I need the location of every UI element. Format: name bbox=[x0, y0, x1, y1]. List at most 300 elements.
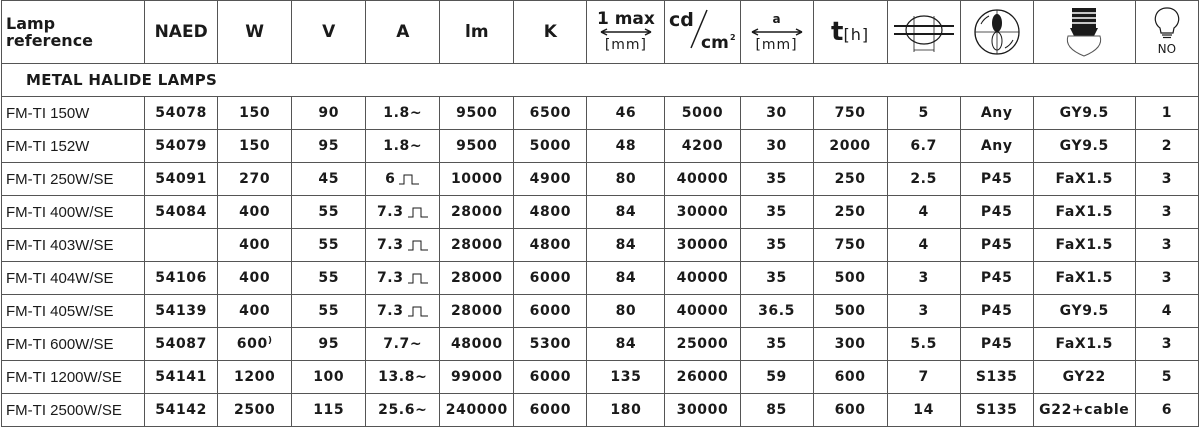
cell-no bbox=[1135, 229, 1198, 262]
cell-no-value: 5 bbox=[1161, 369, 1173, 385]
cell-v bbox=[292, 130, 366, 163]
header-watt: W bbox=[218, 1, 292, 64]
cell-l bbox=[587, 163, 665, 196]
lamp-dimension-icon bbox=[892, 6, 956, 58]
cell-cd-value: 30000 bbox=[676, 237, 729, 253]
cell-a bbox=[366, 163, 440, 196]
cell-v-value: 95 bbox=[318, 138, 340, 154]
cell-pos-value: P45 bbox=[980, 237, 1013, 253]
cell-cd-value: 5000 bbox=[681, 105, 724, 121]
table-row bbox=[2, 97, 1199, 130]
cell-naed bbox=[145, 97, 218, 130]
cell-cd-value: 40000 bbox=[676, 270, 729, 286]
light-bulb-icon bbox=[1152, 6, 1182, 40]
cell-lm-value: 28000 bbox=[450, 303, 503, 319]
cell-naed bbox=[145, 394, 218, 427]
cell-av-value: 35 bbox=[766, 171, 787, 187]
cell-base bbox=[1033, 97, 1135, 130]
pulse-start-icon bbox=[407, 271, 429, 285]
cell-ref bbox=[2, 163, 145, 196]
cell-pos bbox=[960, 328, 1033, 361]
cell-ref bbox=[2, 361, 145, 394]
cell-pos-value: Any bbox=[980, 138, 1013, 154]
cell-pos-value: P45 bbox=[980, 270, 1013, 286]
cell-base-value: FaX1.5 bbox=[1055, 237, 1113, 253]
cell-cd bbox=[665, 229, 740, 262]
luminance-unit-glyph bbox=[667, 4, 737, 56]
cell-av-value: 35 bbox=[766, 237, 787, 253]
cell-v bbox=[292, 394, 366, 427]
cell-dim bbox=[887, 130, 960, 163]
cell-lm-value: 240000 bbox=[445, 402, 508, 418]
cell-k bbox=[514, 295, 587, 328]
cell-a-value: 7.7~ bbox=[383, 336, 423, 352]
cell-pos-value: S135 bbox=[975, 369, 1018, 385]
cell-dim-value: 14 bbox=[913, 402, 934, 418]
cell-dim bbox=[887, 361, 960, 394]
cell-w-value: 400 bbox=[239, 237, 271, 253]
cell-t-value: 2000 bbox=[829, 138, 871, 154]
cell-l-value: 180 bbox=[610, 402, 642, 418]
cell-l-value: 80 bbox=[615, 303, 637, 319]
cell-no bbox=[1135, 328, 1198, 361]
cell-k bbox=[514, 229, 587, 262]
cell-k bbox=[514, 163, 587, 196]
cell-cd bbox=[665, 97, 740, 130]
cell-base bbox=[1033, 130, 1135, 163]
table-body bbox=[2, 97, 1199, 427]
table-row bbox=[2, 361, 1199, 394]
cell-no bbox=[1135, 130, 1198, 163]
cell-w bbox=[218, 262, 292, 295]
cell-av bbox=[740, 295, 813, 328]
header-length-top: 1 max bbox=[596, 9, 655, 29]
cell-dim-value: 7 bbox=[918, 369, 929, 385]
header-volt: V bbox=[292, 1, 366, 64]
cell-l bbox=[587, 361, 665, 394]
cell-k-value: 5300 bbox=[529, 336, 572, 352]
cell-a bbox=[366, 229, 440, 262]
cell-v bbox=[292, 163, 366, 196]
cell-lm bbox=[440, 394, 514, 427]
cell-l-value: 84 bbox=[615, 270, 637, 286]
header-naed: NAED bbox=[145, 1, 218, 64]
cell-no bbox=[1135, 394, 1198, 427]
header-base-icon-cell bbox=[1033, 1, 1135, 64]
cell-cd-value: 40000 bbox=[676, 303, 729, 319]
cell-v-value: 55 bbox=[318, 204, 340, 220]
double-arrow-icon bbox=[600, 28, 652, 36]
cell-no-value: 3 bbox=[1161, 336, 1173, 352]
cell-lm-value: 28000 bbox=[450, 204, 503, 220]
cell-av bbox=[740, 229, 813, 262]
cell-pos-value: S135 bbox=[975, 402, 1018, 418]
cell-naed-value: 54142 bbox=[155, 402, 207, 418]
cell-w-value: 2500 bbox=[233, 402, 276, 418]
cell-k bbox=[514, 196, 587, 229]
cell-base bbox=[1033, 262, 1135, 295]
cell-base-value: FaX1.5 bbox=[1055, 336, 1113, 352]
header-a-dimension bbox=[740, 1, 813, 64]
pulse-start-icon bbox=[398, 172, 420, 186]
cell-lm bbox=[440, 130, 514, 163]
cell-t-value: 750 bbox=[834, 237, 866, 253]
table-row bbox=[2, 130, 1199, 163]
cell-a bbox=[366, 262, 440, 295]
cell-t bbox=[813, 163, 887, 196]
cell-a-value: 1.8~ bbox=[383, 138, 423, 154]
cell-cd bbox=[665, 163, 740, 196]
header-ampere: A bbox=[366, 1, 440, 64]
cell-naed bbox=[145, 262, 218, 295]
cell-l bbox=[587, 97, 665, 130]
cell-ref-value: FM-TI 400W/SE bbox=[6, 203, 114, 221]
cell-k bbox=[514, 394, 587, 427]
cell-dim-value: 5.5 bbox=[910, 336, 937, 352]
cell-t-value: 600 bbox=[834, 369, 866, 385]
table-row bbox=[2, 295, 1199, 328]
cell-v-value: 55 bbox=[318, 237, 340, 253]
cell-v-value: 45 bbox=[318, 171, 340, 187]
cell-base-value: GY9.5 bbox=[1059, 138, 1109, 154]
cell-lm-value: 28000 bbox=[450, 270, 503, 286]
cell-l bbox=[587, 196, 665, 229]
pulse-start-icon bbox=[407, 304, 429, 318]
cell-pos bbox=[960, 295, 1033, 328]
cd-text: cd bbox=[669, 8, 695, 31]
cell-ref-value: FM-TI 250W/SE bbox=[6, 170, 114, 188]
pulse-start-icon bbox=[407, 238, 429, 252]
cell-t bbox=[813, 229, 887, 262]
cell-av bbox=[740, 196, 813, 229]
cell-av bbox=[740, 361, 813, 394]
cell-pos bbox=[960, 394, 1033, 427]
cell-no-value: 3 bbox=[1161, 171, 1173, 187]
cell-v-value: 115 bbox=[313, 402, 345, 418]
cell-w bbox=[218, 97, 292, 130]
cell-w bbox=[218, 328, 292, 361]
cell-t bbox=[813, 328, 887, 361]
cell-l-value: 80 bbox=[615, 171, 637, 187]
cell-a bbox=[366, 394, 440, 427]
cell-dim-value: 4 bbox=[918, 204, 929, 220]
table-row bbox=[2, 196, 1199, 229]
cell-cd bbox=[665, 130, 740, 163]
cell-lm-value: 9500 bbox=[456, 105, 498, 121]
cell-no bbox=[1135, 295, 1198, 328]
header-dimension-icon-cell bbox=[887, 1, 960, 64]
cell-w-value: 400 bbox=[239, 204, 271, 220]
header-burning-position-cell bbox=[960, 1, 1033, 64]
cell-cd-value: 40000 bbox=[676, 171, 729, 187]
cell-a bbox=[366, 97, 440, 130]
cell-k-value: 4800 bbox=[529, 204, 572, 220]
cell-av-value: 85 bbox=[766, 402, 787, 418]
cell-base bbox=[1033, 229, 1135, 262]
lamp-base-icon bbox=[1058, 4, 1110, 60]
cell-av-value: 59 bbox=[766, 369, 787, 385]
cell-base bbox=[1033, 361, 1135, 394]
cell-base bbox=[1033, 295, 1135, 328]
cell-w-value: 150 bbox=[239, 138, 271, 154]
cell-w bbox=[218, 295, 292, 328]
cell-v bbox=[292, 361, 366, 394]
cell-dim bbox=[887, 394, 960, 427]
cell-dim-value: 5 bbox=[918, 105, 929, 121]
cell-no bbox=[1135, 163, 1198, 196]
cell-base-value: G22+cable bbox=[1039, 402, 1130, 418]
cell-w bbox=[218, 163, 292, 196]
cell-v bbox=[292, 229, 366, 262]
pulse-start-icon bbox=[407, 205, 429, 219]
cell-w bbox=[218, 394, 292, 427]
cell-a-value: 25.6~ bbox=[378, 402, 428, 418]
cell-base bbox=[1033, 394, 1135, 427]
cell-cd bbox=[665, 262, 740, 295]
cell-l-value: 84 bbox=[615, 336, 637, 352]
cell-ref-value: FM-TI 1200W/SE bbox=[6, 368, 122, 386]
cell-a-value: 7.3 bbox=[376, 237, 404, 253]
cell-ref bbox=[2, 262, 145, 295]
header-a-unit: [mm] bbox=[755, 37, 798, 53]
cell-k bbox=[514, 97, 587, 130]
cell-t bbox=[813, 394, 887, 427]
cell-w-value: 400 bbox=[239, 270, 271, 286]
cell-v bbox=[292, 196, 366, 229]
cell-lm-value: 9500 bbox=[456, 138, 498, 154]
cell-ref-value: FM-TI 2500W/SE bbox=[6, 401, 122, 419]
cell-ref bbox=[2, 394, 145, 427]
cell-ref-value: FM-TI 405W/SE bbox=[6, 302, 114, 320]
cell-l bbox=[587, 328, 665, 361]
cell-ref-value: FM-TI 403W/SE bbox=[6, 236, 114, 254]
cell-base bbox=[1033, 196, 1135, 229]
cell-w bbox=[218, 361, 292, 394]
cell-t bbox=[813, 97, 887, 130]
cell-v-value: 90 bbox=[318, 105, 340, 121]
cell-no bbox=[1135, 361, 1198, 394]
cell-a-value: 13.8~ bbox=[378, 369, 428, 385]
cell-no-value: 1 bbox=[1161, 105, 1173, 121]
cell-naed-value: 54087 bbox=[155, 336, 207, 352]
cell-w-value: 400 bbox=[239, 303, 271, 319]
cell-dim bbox=[887, 163, 960, 196]
cell-av-value: 35 bbox=[766, 336, 787, 352]
cell-v bbox=[292, 97, 366, 130]
cell-ref bbox=[2, 130, 145, 163]
cm-text: cm bbox=[701, 32, 730, 53]
cell-ref bbox=[2, 196, 145, 229]
cell-dim bbox=[887, 229, 960, 262]
cell-ref-value: FM-TI 600W/SE bbox=[6, 335, 114, 353]
cell-dim-value: 3 bbox=[918, 270, 929, 286]
header-kelvin: K bbox=[514, 1, 587, 64]
cell-t-value: 750 bbox=[834, 105, 866, 121]
cell-dim-value: 6.7 bbox=[910, 138, 937, 154]
cell-l-value: 46 bbox=[615, 105, 637, 121]
cell-lm bbox=[440, 295, 514, 328]
cell-ref bbox=[2, 328, 145, 361]
cell-cd-value: 30000 bbox=[676, 204, 729, 220]
cell-ref-value: FM-TI 150W bbox=[6, 104, 90, 122]
cell-a-value: 1.8~ bbox=[383, 105, 423, 121]
cell-lm bbox=[440, 328, 514, 361]
cell-t-value: 600 bbox=[834, 402, 866, 418]
cell-k bbox=[514, 130, 587, 163]
cell-t-value: 500 bbox=[834, 270, 866, 286]
cell-pos bbox=[960, 229, 1033, 262]
cell-k-value: 5000 bbox=[529, 138, 572, 154]
cell-v bbox=[292, 328, 366, 361]
cell-a bbox=[366, 328, 440, 361]
cell-lm bbox=[440, 262, 514, 295]
header-a-label: a bbox=[772, 12, 781, 26]
cell-l-value: 84 bbox=[615, 204, 637, 220]
cell-lm-value: 99000 bbox=[450, 369, 503, 385]
cell-pos bbox=[960, 262, 1033, 295]
cell-no bbox=[1135, 196, 1198, 229]
cell-base bbox=[1033, 163, 1135, 196]
cell-dim bbox=[887, 196, 960, 229]
cell-a bbox=[366, 295, 440, 328]
cell-cd-value: 26000 bbox=[676, 369, 729, 385]
cell-w-value: 150 bbox=[239, 105, 271, 121]
cell-lm-value: 48000 bbox=[450, 336, 503, 352]
cell-base-value: GY9.5 bbox=[1059, 105, 1109, 121]
cell-av bbox=[740, 97, 813, 130]
header-length-unit: [mm] bbox=[604, 37, 648, 53]
cell-av-value: 35 bbox=[766, 204, 787, 220]
cell-naed-value: 54078 bbox=[155, 105, 207, 121]
cell-no-value: 3 bbox=[1161, 270, 1173, 286]
header-lamp-reference: Lamp reference bbox=[2, 1, 145, 64]
cell-a bbox=[366, 196, 440, 229]
cell-v bbox=[292, 295, 366, 328]
double-arrow-icon bbox=[751, 28, 803, 36]
cell-cd bbox=[665, 328, 740, 361]
cell-a-value: 7.3 bbox=[376, 303, 404, 319]
cell-pos-value: Any bbox=[980, 105, 1013, 121]
cell-lm-value: 10000 bbox=[450, 171, 503, 187]
cell-w bbox=[218, 196, 292, 229]
cell-a bbox=[366, 361, 440, 394]
cell-t bbox=[813, 262, 887, 295]
cell-no-value: 3 bbox=[1161, 237, 1173, 253]
cell-lm bbox=[440, 163, 514, 196]
cell-cd bbox=[665, 394, 740, 427]
cell-naed bbox=[145, 229, 218, 262]
cell-no-value: 3 bbox=[1161, 204, 1173, 220]
cell-v-value: 100 bbox=[313, 369, 345, 385]
cell-t-value: 300 bbox=[834, 336, 866, 352]
cell-a-value: 7.3 bbox=[376, 204, 404, 220]
cell-naed bbox=[145, 130, 218, 163]
cell-k bbox=[514, 328, 587, 361]
cell-ref-value: FM-TI 152W bbox=[6, 137, 90, 155]
section-title: METAL HALIDE LAMPS bbox=[2, 64, 1199, 97]
cell-v-value: 95 bbox=[318, 336, 340, 352]
cell-no-value: 4 bbox=[1161, 303, 1173, 319]
cell-ref-value: FM-TI 404W/SE bbox=[6, 269, 114, 287]
cell-k bbox=[514, 262, 587, 295]
cell-naed bbox=[145, 361, 218, 394]
header-row bbox=[2, 1, 1199, 64]
cell-pos-value: P45 bbox=[980, 303, 1013, 319]
cell-ref bbox=[2, 295, 145, 328]
cell-av bbox=[740, 163, 813, 196]
cell-av bbox=[740, 130, 813, 163]
cell-no bbox=[1135, 262, 1198, 295]
cell-dim-value: 2.5 bbox=[910, 171, 937, 187]
cell-pos-value: P45 bbox=[980, 336, 1013, 352]
cell-t-value: 500 bbox=[834, 303, 866, 319]
header-lifetime bbox=[813, 1, 887, 64]
cell-av-value: 30 bbox=[766, 138, 787, 154]
cell-pos-value: P45 bbox=[980, 171, 1013, 187]
cell-pos bbox=[960, 163, 1033, 196]
cell-cd-value: 30000 bbox=[676, 402, 729, 418]
cell-av-value: 30 bbox=[766, 105, 787, 121]
table-row bbox=[2, 262, 1199, 295]
cell-av-value: 35 bbox=[766, 270, 787, 286]
lamp-spec-table bbox=[1, 0, 1199, 427]
cell-no-value: 2 bbox=[1161, 138, 1173, 154]
cell-av bbox=[740, 328, 813, 361]
cell-lm bbox=[440, 229, 514, 262]
cell-pos bbox=[960, 361, 1033, 394]
header-number-cell bbox=[1135, 1, 1198, 64]
cell-t-value: 250 bbox=[834, 204, 866, 220]
cell-w-value: 270 bbox=[239, 171, 271, 187]
cell-l bbox=[587, 229, 665, 262]
cell-base-value: FaX1.5 bbox=[1055, 270, 1113, 286]
cell-av bbox=[740, 394, 813, 427]
cell-v-value: 55 bbox=[318, 303, 340, 319]
cell-dim-value: 3 bbox=[918, 303, 929, 319]
cell-k-value: 6000 bbox=[529, 402, 572, 418]
cell-naed bbox=[145, 196, 218, 229]
cell-l-value: 48 bbox=[615, 138, 637, 154]
cell-k-value: 6000 bbox=[529, 303, 572, 319]
cell-t bbox=[813, 361, 887, 394]
cell-base-value: FaX1.5 bbox=[1055, 204, 1113, 220]
cell-pos bbox=[960, 97, 1033, 130]
cell-cd bbox=[665, 361, 740, 394]
cell-dim bbox=[887, 262, 960, 295]
cell-dim bbox=[887, 97, 960, 130]
section-row bbox=[2, 64, 1199, 97]
cell-k bbox=[514, 361, 587, 394]
cell-av-value: 36.5 bbox=[758, 303, 796, 319]
cell-no-value: 6 bbox=[1161, 402, 1173, 418]
header-luminance bbox=[665, 1, 740, 64]
cell-cd bbox=[665, 196, 740, 229]
cell-l bbox=[587, 394, 665, 427]
cell-ref bbox=[2, 229, 145, 262]
cell-k-value: 6000 bbox=[529, 369, 572, 385]
cell-base-value: GY22 bbox=[1062, 369, 1106, 385]
cell-a-value: 7.3 bbox=[376, 270, 404, 286]
cell-base-value: FaX1.5 bbox=[1055, 171, 1113, 187]
cell-l-value: 84 bbox=[615, 237, 637, 253]
cell-no bbox=[1135, 97, 1198, 130]
cell-lm bbox=[440, 361, 514, 394]
header-lumen: lm bbox=[440, 1, 514, 64]
cell-dim bbox=[887, 295, 960, 328]
header-no-label: NO bbox=[1157, 42, 1177, 56]
cell-t bbox=[813, 295, 887, 328]
cell-l-value: 135 bbox=[610, 369, 642, 385]
